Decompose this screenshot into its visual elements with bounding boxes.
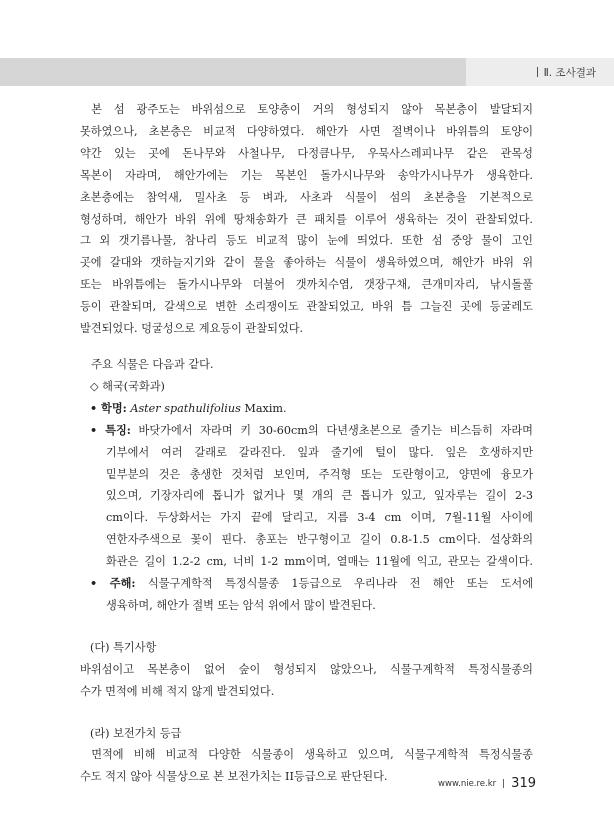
text-line: 수가 면적에 비해 적지 않게 발견되었다. [80,684,275,698]
scientific-binomial: Aster spathulifolius [130,401,241,415]
section-divider [537,67,538,77]
text-line: 있으며, 기장자리에 톱니가 없거나 몇 개의 큰 톱니가 있고, 잎자루는 길이 2-3 [106,489,533,503]
page-footer [438,776,536,791]
page-number: 319 [511,776,536,791]
special-heading: (다) 특기사항 [90,640,157,654]
plant-name: ◇ 해국(국화과) [90,379,165,393]
text-line: 바닷가에서 자라며 키 30-60cm의 다년생초본으로 줄기는 비스듬히 자라며 [138,423,533,437]
text-line: 등이 관찰되며, 갈색으로 변한 소리쟁이도 관찰되었고, 바위 틈 그늘진 곳에 등굴레도 [80,300,533,314]
text-line: 초본층에는 참억새, 밀사초 등 벼과, 사초과 식물이 섬의 초본층을 기본적으로 [80,190,533,204]
scientific-label: • 학명: [90,400,127,415]
text-line: 밑부분의 것은 총생한 것처럼 보인며, 주걱형 또는 도란형이고, 양면에 융모가 [106,467,533,481]
grade-heading: (라) 보전가치 등급 [90,726,182,740]
text-line: 곳에 갈대와 갯하늘지기와 같이 물을 좋아하는 식물이 생육하였으며, 해안가 바위 위 [80,256,533,270]
text-line: 식물구계학적 특정식물종 1등급으로 우리나라 전 해안 또는 도서에 [147,577,534,591]
text-line: 수도 적지 않아 식물상으로 본 보전가치는 II등급으로 판단된다. [80,770,388,784]
features-first-line [90,420,533,442]
text-line: 약간 있는 곳에 돈나무와 사철나무, 다정큼나무, 우묵사스레피나무 같은 관목성 [80,146,533,160]
text-line: 생육하며, 해안가 절벽 또는 암석 위에서 많이 발견된다. [106,598,376,612]
text-line: 그 외 갯기름나물, 참나리 등도 비교적 많이 눈에 띄었다. 또한 섬 중앙 물이 고인 [80,234,533,248]
features-label: • 특징: [90,422,131,437]
text-line: 바위섬이고 목본층이 없어 숲이 형성되지 않았으나, 식물구계학적 특정식물종의 [80,662,533,676]
intro-paragraph [80,99,533,340]
scientific-name-line [80,398,533,420]
text-line: 연한자주색으로 꽃이 핀다. 총포는 반구형이고 길이 0.8-1.5 cm이다. 설상화의 [106,533,533,547]
footer-divider [503,779,504,788]
remarks-label: • 주해: [90,576,136,591]
remarks-first-line [90,573,533,595]
section-tab [466,58,614,86]
text-line: cm이다. 두상화서는 가지 끝에 달리고, 지름 3-4 cm 이며, 7월-11월 사이에 [106,511,533,525]
section-label: Ⅱ. 조사결과 [543,66,596,79]
text-line: 기부에서 여러 갈래로 갈라진다. 잎과 줄기에 털이 많다. 잎은 호생하지만 [106,445,533,459]
text-line: 못하였으나, 초본층은 비교적 다양하였다. 해안가 사면 절벽이나 바위틈의 토양이 [80,124,533,138]
text-line: 면적에 비해 비교적 다양한 식물종이 생육하고 있으며, 식물구계학적 특정식물종 [91,748,533,762]
text-line: 목본이 자라며, 해안가에는 기는 목본인 돌가시나무와 송악가시나무가 생육한다. [80,168,533,182]
features-block [80,420,533,573]
text-line: 본 섬 광주도는 바위섬으로 토양층이 거의 형성되지 않아 목본층이 발달되지 [91,103,533,116]
page-body [80,99,533,788]
scientific-author: Maxim. [244,401,287,415]
main-plants-intro: 주요 식물은 다음과 같다. [91,357,214,371]
text-line: 또는 바위틈에는 돌가시나무와 더불어 갯까치수염, 갯장구채, 큰개미자리, 낚시돌풀 [80,278,533,292]
text-line: 발견되었다. 덩굴성으로 계요등이 관찰되었다. [80,322,304,336]
remarks-block [80,573,533,617]
text-line: 화관은 길이 1.2-2 cm, 너비 1-2 mm이며, 열매는 11월에 익고, 관모는 갈색이다. [106,555,533,569]
text-line: 형성하며, 해안가 바위 위에 땅채송화가 큰 패치를 이루어 생육하는 것이 관찰되었다. [80,212,533,226]
footer-url: www.nie.re.kr [438,778,497,789]
